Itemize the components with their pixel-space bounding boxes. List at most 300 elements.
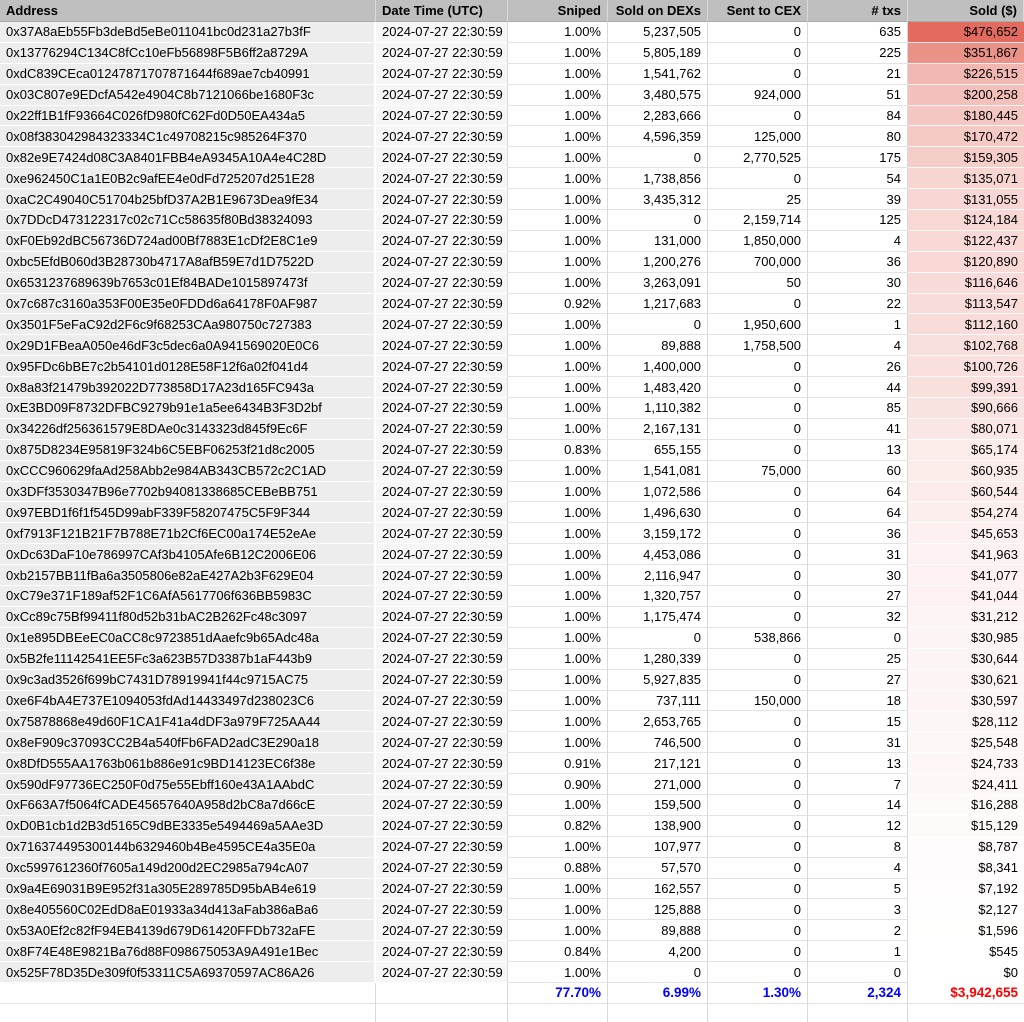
cell-sniped[interactable]: 1.00% — [508, 544, 608, 565]
cell-address[interactable]: 0xf7913F121B21F7B788E71b2Cf6EC00a174E52eAe — [0, 523, 376, 544]
cell-address[interactable]: 0x03C807e9EDcfA542e4904C8b7121066be1680F3c — [0, 85, 376, 106]
cell-sniped[interactable]: 0.88% — [508, 858, 608, 879]
col-header-txs[interactable]: # txs — [808, 0, 908, 22]
cell-address[interactable]: 0xb2157BB11fBa6a3505806e82aE427A2b3F629E04 — [0, 565, 376, 586]
cell-sent-cex[interactable]: 0 — [708, 377, 808, 398]
cell-sent-cex[interactable]: 0 — [708, 565, 808, 586]
cell-sold-usd[interactable]: $16,288 — [908, 795, 1024, 816]
col-header-address[interactable]: Address — [0, 0, 376, 22]
cell-address[interactable]: 0x37A8aEb55Fb3deBd5eBe011041bc0d231a27b3fF — [0, 22, 376, 43]
cell-datetime[interactable]: 2024-07-27 22:30:59 — [376, 523, 508, 544]
total-sold-usd[interactable]: $3,942,655 — [908, 983, 1024, 1004]
cell-datetime[interactable]: 2024-07-27 22:30:59 — [376, 189, 508, 210]
cell-address[interactable]: 0xaC2C49040C51704b25bfD37A2B1E9673Dea9fE34 — [0, 189, 376, 210]
cell-sniped[interactable]: 1.00% — [508, 482, 608, 503]
cell-sold-dex[interactable]: 5,237,505 — [608, 22, 708, 43]
cell-sold-usd[interactable]: $30,621 — [908, 670, 1024, 691]
cell-datetime[interactable]: 2024-07-27 22:30:59 — [376, 294, 508, 315]
cell-sold-dex[interactable]: 0 — [608, 314, 708, 335]
cell-sold-usd[interactable]: $131,055 — [908, 189, 1024, 210]
cell-sent-cex[interactable]: 0 — [708, 837, 808, 858]
cell-sold-usd[interactable]: $116,646 — [908, 273, 1024, 294]
cell-txs[interactable]: 2 — [808, 920, 908, 941]
cell-txs[interactable]: 31 — [808, 544, 908, 565]
cell-txs[interactable]: 64 — [808, 502, 908, 523]
total-txs[interactable]: 2,324 — [808, 983, 908, 1004]
cell-sold-usd[interactable]: $135,071 — [908, 168, 1024, 189]
cell-sold-usd[interactable]: $41,077 — [908, 565, 1024, 586]
cell-address[interactable]: 0x22ff1B1fF93664C026fD980fC62Fd0D50EA434a5 — [0, 106, 376, 127]
cell-sniped[interactable]: 1.00% — [508, 899, 608, 920]
cell-sold-dex[interactable]: 271,000 — [608, 774, 708, 795]
cell-sent-cex[interactable]: 0 — [708, 419, 808, 440]
cell-sold-dex[interactable]: 1,738,856 — [608, 168, 708, 189]
cell-address[interactable]: 0x9a4E69031B9E952f31a305E289785D95bAB4e619 — [0, 879, 376, 900]
cell-sniped[interactable]: 1.00% — [508, 607, 608, 628]
cell-txs[interactable]: 27 — [808, 670, 908, 691]
cell-sent-cex[interactable]: 0 — [708, 774, 808, 795]
cell-sent-cex[interactable]: 0 — [708, 879, 808, 900]
cell-address[interactable]: 0x8a83f21479b392022D773858D17A23d165FC943a — [0, 377, 376, 398]
cell-sold-usd[interactable]: $54,274 — [908, 502, 1024, 523]
cell-sold-usd[interactable]: $60,544 — [908, 482, 1024, 503]
cell-sold-dex[interactable]: 1,483,420 — [608, 377, 708, 398]
cell-sent-cex[interactable]: 0 — [708, 106, 808, 127]
cell-sniped[interactable]: 1.00% — [508, 461, 608, 482]
cell-sold-dex[interactable]: 0 — [608, 962, 708, 983]
cell-txs[interactable]: 175 — [808, 147, 908, 168]
cell-sold-dex[interactable]: 3,480,575 — [608, 85, 708, 106]
empty-cell[interactable] — [508, 1004, 608, 1022]
col-header-sold-usd[interactable]: Sold ($) — [908, 0, 1024, 22]
cell-txs[interactable]: 13 — [808, 753, 908, 774]
cell-txs[interactable]: 51 — [808, 85, 908, 106]
cell-sold-dex[interactable]: 3,263,091 — [608, 273, 708, 294]
cell-sniped[interactable]: 0.90% — [508, 774, 608, 795]
cell-address[interactable]: 0x9c3ad3526f699bC7431D78919941f44c9715AC75 — [0, 670, 376, 691]
cell-sent-cex[interactable]: 0 — [708, 43, 808, 64]
totals-empty-datetime[interactable] — [376, 983, 508, 1004]
cell-datetime[interactable]: 2024-07-27 22:30:59 — [376, 64, 508, 85]
cell-sold-usd[interactable]: $15,129 — [908, 816, 1024, 837]
cell-sold-dex[interactable]: 1,541,762 — [608, 64, 708, 85]
cell-address[interactable]: 0x82e9E7424d08C3A8401FBB4eA9345A10A4e4C28D — [0, 147, 376, 168]
cell-datetime[interactable]: 2024-07-27 22:30:59 — [376, 398, 508, 419]
empty-cell[interactable] — [808, 1004, 908, 1022]
cell-sniped[interactable]: 1.00% — [508, 649, 608, 670]
col-header-sold-dex[interactable]: Sold on DEXs — [608, 0, 708, 22]
cell-txs[interactable]: 44 — [808, 377, 908, 398]
cell-sniped[interactable]: 1.00% — [508, 314, 608, 335]
cell-sent-cex[interactable]: 0 — [708, 962, 808, 983]
cell-sold-dex[interactable]: 746,500 — [608, 732, 708, 753]
cell-txs[interactable]: 1 — [808, 314, 908, 335]
cell-sniped[interactable]: 1.00% — [508, 106, 608, 127]
cell-sold-usd[interactable]: $120,890 — [908, 252, 1024, 273]
cell-sold-usd[interactable]: $41,044 — [908, 586, 1024, 607]
cell-sniped[interactable]: 1.00% — [508, 920, 608, 941]
cell-address[interactable]: 0xdC839CEca01247871707871644f689ae7cb40991 — [0, 64, 376, 85]
cell-txs[interactable]: 13 — [808, 440, 908, 461]
cell-sold-dex[interactable]: 1,200,276 — [608, 252, 708, 273]
cell-sniped[interactable]: 1.00% — [508, 565, 608, 586]
cell-datetime[interactable]: 2024-07-27 22:30:59 — [376, 335, 508, 356]
cell-txs[interactable]: 22 — [808, 294, 908, 315]
cell-txs[interactable]: 64 — [808, 482, 908, 503]
cell-sent-cex[interactable]: 0 — [708, 586, 808, 607]
col-header-sent-cex[interactable]: Sent to CEX — [708, 0, 808, 22]
cell-txs[interactable]: 31 — [808, 732, 908, 753]
cell-datetime[interactable]: 2024-07-27 22:30:59 — [376, 377, 508, 398]
cell-sold-dex[interactable]: 89,888 — [608, 335, 708, 356]
cell-sold-usd[interactable]: $476,652 — [908, 22, 1024, 43]
cell-address[interactable]: 0x13776294C134C8fCc10eFb56898F5B6ff2a8729A — [0, 43, 376, 64]
cell-sent-cex[interactable]: 0 — [708, 168, 808, 189]
cell-txs[interactable]: 14 — [808, 795, 908, 816]
empty-cell[interactable] — [708, 1004, 808, 1022]
cell-sold-usd[interactable]: $45,653 — [908, 523, 1024, 544]
cell-txs[interactable]: 4 — [808, 231, 908, 252]
cell-sent-cex[interactable]: 1,758,500 — [708, 335, 808, 356]
cell-sent-cex[interactable]: 0 — [708, 22, 808, 43]
cell-txs[interactable]: 635 — [808, 22, 908, 43]
cell-datetime[interactable]: 2024-07-27 22:30:59 — [376, 126, 508, 147]
cell-sent-cex[interactable]: 0 — [708, 732, 808, 753]
cell-sold-dex[interactable]: 2,167,131 — [608, 419, 708, 440]
empty-cell-datetime[interactable] — [376, 1004, 508, 1022]
cell-sold-dex[interactable]: 1,320,757 — [608, 586, 708, 607]
cell-sniped[interactable]: 1.00% — [508, 523, 608, 544]
cell-sold-usd[interactable]: $31,212 — [908, 607, 1024, 628]
cell-sold-usd[interactable]: $90,666 — [908, 398, 1024, 419]
cell-sold-dex[interactable]: 162,557 — [608, 879, 708, 900]
cell-txs[interactable]: 85 — [808, 398, 908, 419]
cell-sold-usd[interactable]: $8,341 — [908, 858, 1024, 879]
cell-sold-dex[interactable]: 2,283,666 — [608, 106, 708, 127]
cell-txs[interactable]: 54 — [808, 168, 908, 189]
cell-sent-cex[interactable]: 1,850,000 — [708, 231, 808, 252]
cell-sold-usd[interactable]: $30,597 — [908, 691, 1024, 712]
cell-address[interactable]: 0x3DFf3530347B96e7702b94081338685CEBeBB751 — [0, 482, 376, 503]
cell-txs[interactable]: 84 — [808, 106, 908, 127]
cell-datetime[interactable]: 2024-07-27 22:30:59 — [376, 22, 508, 43]
cell-sent-cex[interactable]: 0 — [708, 649, 808, 670]
cell-sold-dex[interactable]: 2,653,765 — [608, 711, 708, 732]
cell-address[interactable]: 0x5B2fe11142541EE5Fc3a623B57D3387b1aF443b9 — [0, 649, 376, 670]
cell-txs[interactable]: 7 — [808, 774, 908, 795]
cell-sent-cex[interactable]: 0 — [708, 398, 808, 419]
cell-address[interactable]: 0x95FDc6bBE7c2b54101d0128E58F12f6a02f041d4 — [0, 356, 376, 377]
cell-txs[interactable]: 8 — [808, 837, 908, 858]
cell-sniped[interactable]: 1.00% — [508, 356, 608, 377]
cell-txs[interactable]: 32 — [808, 607, 908, 628]
cell-address[interactable]: 0xc5997612360f7605a149d200d2EC2985a794cA07 — [0, 858, 376, 879]
cell-txs[interactable]: 36 — [808, 252, 908, 273]
cell-sold-usd[interactable]: $351,867 — [908, 43, 1024, 64]
cell-address[interactable]: 0x08f383042984323334C1c49708215c985264F370 — [0, 126, 376, 147]
cell-sold-dex[interactable]: 1,496,630 — [608, 502, 708, 523]
cell-datetime[interactable]: 2024-07-27 22:30:59 — [376, 774, 508, 795]
cell-sent-cex[interactable]: 0 — [708, 544, 808, 565]
cell-sent-cex[interactable]: 1,950,600 — [708, 314, 808, 335]
cell-sniped[interactable]: 1.00% — [508, 691, 608, 712]
cell-address[interactable]: 0x97EBD1f6f1f545D99abF339F58207475C5F9F344 — [0, 502, 376, 523]
cell-sold-usd[interactable]: $545 — [908, 941, 1024, 962]
cell-sent-cex[interactable]: 0 — [708, 920, 808, 941]
cell-datetime[interactable]: 2024-07-27 22:30:59 — [376, 502, 508, 523]
cell-sniped[interactable]: 1.00% — [508, 147, 608, 168]
cell-txs[interactable]: 80 — [808, 126, 908, 147]
cell-datetime[interactable]: 2024-07-27 22:30:59 — [376, 210, 508, 231]
cell-datetime[interactable]: 2024-07-27 22:30:59 — [376, 649, 508, 670]
empty-cell[interactable] — [608, 1004, 708, 1022]
cell-sniped[interactable]: 1.00% — [508, 502, 608, 523]
cell-txs[interactable]: 30 — [808, 273, 908, 294]
cell-address[interactable]: 0xe962450C1a1E0B2c9afEE4e0dFd725207d251E28 — [0, 168, 376, 189]
cell-address[interactable]: 0x716374495300144b6329460b4Be4595CE4a35E0a — [0, 837, 376, 858]
cell-sniped[interactable]: 0.92% — [508, 294, 608, 315]
cell-address[interactable]: 0x7DDcD473122317c02c71Cc58635f80Bd38324093 — [0, 210, 376, 231]
totals-empty-address[interactable] — [0, 983, 376, 1004]
cell-address[interactable]: 0x8DfD555AA1763b061b886e91c9BD14123EC6f38e — [0, 753, 376, 774]
cell-datetime[interactable]: 2024-07-27 22:30:59 — [376, 899, 508, 920]
cell-address[interactable]: 0x6531237689639b7653c01Ef84BADe1015897473f — [0, 273, 376, 294]
cell-txs[interactable]: 3 — [808, 899, 908, 920]
cell-sold-usd[interactable]: $100,726 — [908, 356, 1024, 377]
cell-address[interactable]: 0xF663A7f5064fCADE45657640A958d2bC8a7d66cE — [0, 795, 376, 816]
cell-datetime[interactable]: 2024-07-27 22:30:59 — [376, 753, 508, 774]
cell-sold-dex[interactable]: 1,217,683 — [608, 294, 708, 315]
cell-datetime[interactable]: 2024-07-27 22:30:59 — [376, 691, 508, 712]
cell-datetime[interactable]: 2024-07-27 22:30:59 — [376, 252, 508, 273]
cell-sent-cex[interactable]: 0 — [708, 670, 808, 691]
cell-datetime[interactable]: 2024-07-27 22:30:59 — [376, 920, 508, 941]
cell-sold-dex[interactable]: 125,888 — [608, 899, 708, 920]
cell-sent-cex[interactable]: 0 — [708, 941, 808, 962]
cell-sniped[interactable]: 0.83% — [508, 440, 608, 461]
cell-sniped[interactable]: 1.00% — [508, 43, 608, 64]
cell-address[interactable]: 0x34226df256361579E8DAe0c3143323d845f9Ec6F — [0, 419, 376, 440]
cell-sold-dex[interactable]: 2,116,947 — [608, 565, 708, 586]
cell-sent-cex[interactable]: 0 — [708, 356, 808, 377]
cell-sniped[interactable]: 1.00% — [508, 711, 608, 732]
cell-sent-cex[interactable]: 2,770,525 — [708, 147, 808, 168]
cell-txs[interactable]: 60 — [808, 461, 908, 482]
cell-sold-dex[interactable]: 107,977 — [608, 837, 708, 858]
cell-sold-dex[interactable]: 89,888 — [608, 920, 708, 941]
cell-datetime[interactable]: 2024-07-27 22:30:59 — [376, 43, 508, 64]
cell-txs[interactable]: 0 — [808, 628, 908, 649]
cell-sent-cex[interactable]: 0 — [708, 858, 808, 879]
cell-sold-usd[interactable]: $122,437 — [908, 231, 1024, 252]
cell-sold-usd[interactable]: $25,548 — [908, 732, 1024, 753]
cell-sniped[interactable]: 1.00% — [508, 586, 608, 607]
cell-sniped[interactable]: 1.00% — [508, 252, 608, 273]
cell-sold-dex[interactable]: 0 — [608, 628, 708, 649]
cell-sniped[interactable]: 1.00% — [508, 64, 608, 85]
cell-sold-dex[interactable]: 1,280,339 — [608, 649, 708, 670]
cell-sold-dex[interactable]: 138,900 — [608, 816, 708, 837]
cell-sniped[interactable]: 1.00% — [508, 419, 608, 440]
cell-address[interactable]: 0x525F78D35De309f0f53311C5A69370597AC86A26 — [0, 962, 376, 983]
cell-sent-cex[interactable]: 0 — [708, 753, 808, 774]
cell-sniped[interactable]: 1.00% — [508, 273, 608, 294]
cell-address[interactable]: 0xCc89c75Bf99411f80d52b31bAC2B262Fc48c3097 — [0, 607, 376, 628]
cell-sold-dex[interactable]: 4,596,359 — [608, 126, 708, 147]
cell-sold-usd[interactable]: $28,112 — [908, 711, 1024, 732]
cell-txs[interactable]: 36 — [808, 523, 908, 544]
cell-txs[interactable]: 0 — [808, 962, 908, 983]
cell-sniped[interactable]: 1.00% — [508, 85, 608, 106]
cell-datetime[interactable]: 2024-07-27 22:30:59 — [376, 565, 508, 586]
cell-address[interactable]: 0xF0Eb92dBC56736D724ad00Bf7883E1cDf2E8C1e9 — [0, 231, 376, 252]
cell-sold-dex[interactable]: 217,121 — [608, 753, 708, 774]
cell-sniped[interactable]: 0.82% — [508, 816, 608, 837]
cell-sold-usd[interactable]: $0 — [908, 962, 1024, 983]
cell-datetime[interactable]: 2024-07-27 22:30:59 — [376, 461, 508, 482]
cell-sent-cex[interactable]: 924,000 — [708, 85, 808, 106]
cell-sold-usd[interactable]: $30,985 — [908, 628, 1024, 649]
cell-sniped[interactable]: 1.00% — [508, 126, 608, 147]
cell-sniped[interactable]: 1.00% — [508, 231, 608, 252]
total-sold-dex-pct[interactable]: 6.99% — [608, 983, 708, 1004]
cell-sold-usd[interactable]: $170,472 — [908, 126, 1024, 147]
cell-sent-cex[interactable]: 50 — [708, 273, 808, 294]
cell-datetime[interactable]: 2024-07-27 22:30:59 — [376, 607, 508, 628]
cell-sold-usd[interactable]: $8,787 — [908, 837, 1024, 858]
cell-datetime[interactable]: 2024-07-27 22:30:59 — [376, 356, 508, 377]
cell-txs[interactable]: 225 — [808, 43, 908, 64]
cell-sold-dex[interactable]: 5,805,189 — [608, 43, 708, 64]
cell-sold-dex[interactable]: 57,570 — [608, 858, 708, 879]
cell-sold-dex[interactable]: 4,453,086 — [608, 544, 708, 565]
cell-txs[interactable]: 4 — [808, 858, 908, 879]
cell-sniped[interactable]: 0.84% — [508, 941, 608, 962]
cell-txs[interactable]: 39 — [808, 189, 908, 210]
cell-address[interactable]: 0xe6F4bA4E737E1094053fdAd14433497d238023C6 — [0, 691, 376, 712]
cell-sniped[interactable]: 1.00% — [508, 210, 608, 231]
cell-address[interactable]: 0xE3BD09F8732DFBC9279b91e1a5ee6434B3F3D2bf — [0, 398, 376, 419]
cell-sent-cex[interactable]: 0 — [708, 294, 808, 315]
cell-address[interactable]: 0x75878868e49d60F1CA1F41a4dDF3a979F725AA44 — [0, 711, 376, 732]
cell-sold-usd[interactable]: $124,184 — [908, 210, 1024, 231]
cell-address[interactable]: 0x7c687c3160a353F00E35e0FDDd6a64178F0AF987 — [0, 294, 376, 315]
cell-txs[interactable]: 41 — [808, 419, 908, 440]
cell-datetime[interactable]: 2024-07-27 22:30:59 — [376, 711, 508, 732]
col-header-sniped[interactable]: Sniped — [508, 0, 608, 22]
cell-sold-usd[interactable]: $2,127 — [908, 899, 1024, 920]
cell-sold-dex[interactable]: 1,400,000 — [608, 356, 708, 377]
cell-address[interactable]: 0x590dF97736EC250F0d75e55Ebff160e43A1AAbdC — [0, 774, 376, 795]
cell-sent-cex[interactable]: 2,159,714 — [708, 210, 808, 231]
cell-txs[interactable]: 125 — [808, 210, 908, 231]
cell-sold-usd[interactable]: $226,515 — [908, 64, 1024, 85]
cell-sent-cex[interactable]: 0 — [708, 607, 808, 628]
cell-sold-dex[interactable]: 737,111 — [608, 691, 708, 712]
cell-sent-cex[interactable]: 0 — [708, 482, 808, 503]
cell-address[interactable]: 0x1e895DBEeEC0aCC8c9723851dAaefc9b65Adc48a — [0, 628, 376, 649]
total-sent-cex-pct[interactable]: 1.30% — [708, 983, 808, 1004]
cell-txs[interactable]: 1 — [808, 941, 908, 962]
cell-sold-usd[interactable]: $159,305 — [908, 147, 1024, 168]
cell-datetime[interactable]: 2024-07-27 22:30:59 — [376, 419, 508, 440]
cell-sniped[interactable]: 1.00% — [508, 398, 608, 419]
cell-datetime[interactable]: 2024-07-27 22:30:59 — [376, 962, 508, 983]
cell-sent-cex[interactable]: 0 — [708, 711, 808, 732]
cell-datetime[interactable]: 2024-07-27 22:30:59 — [376, 941, 508, 962]
cell-datetime[interactable]: 2024-07-27 22:30:59 — [376, 837, 508, 858]
cell-datetime[interactable]: 2024-07-27 22:30:59 — [376, 544, 508, 565]
cell-sent-cex[interactable]: 0 — [708, 440, 808, 461]
cell-address[interactable]: 0x8eF909c37093CC2B4a540fFb6FAD2adC3E290a18 — [0, 732, 376, 753]
cell-sold-usd[interactable]: $41,963 — [908, 544, 1024, 565]
cell-sent-cex[interactable]: 0 — [708, 64, 808, 85]
cell-sent-cex[interactable]: 700,000 — [708, 252, 808, 273]
cell-txs[interactable]: 15 — [808, 711, 908, 732]
cell-sold-dex[interactable]: 1,110,382 — [608, 398, 708, 419]
cell-sniped[interactable]: 0.91% — [508, 753, 608, 774]
cell-address[interactable]: 0x8F74E48E9821Ba76d88F098675053A9A491e1Bec — [0, 941, 376, 962]
cell-address[interactable]: 0x875D8234E95819F324b6C5EBF06253f21d8c2005 — [0, 440, 376, 461]
cell-datetime[interactable]: 2024-07-27 22:30:59 — [376, 85, 508, 106]
cell-sold-usd[interactable]: $60,935 — [908, 461, 1024, 482]
cell-txs[interactable]: 12 — [808, 816, 908, 837]
cell-sniped[interactable]: 1.00% — [508, 335, 608, 356]
cell-sniped[interactable]: 1.00% — [508, 168, 608, 189]
cell-datetime[interactable]: 2024-07-27 22:30:59 — [376, 816, 508, 837]
cell-address[interactable]: 0xC79e371F189af52F1C6AfA5617706f636BB5983C — [0, 586, 376, 607]
cell-address[interactable]: 0xCCC960629faAd258Abb2e984AB343CB572c2C1AD — [0, 461, 376, 482]
cell-sold-dex[interactable]: 655,155 — [608, 440, 708, 461]
cell-sniped[interactable]: 1.00% — [508, 628, 608, 649]
cell-sold-dex[interactable]: 5,927,835 — [608, 670, 708, 691]
cell-sold-dex[interactable]: 0 — [608, 147, 708, 168]
cell-sold-dex[interactable]: 1,175,474 — [608, 607, 708, 628]
cell-address[interactable]: 0xbc5EfdB060d3B28730b4717A8afB59E7d1D7522D — [0, 252, 376, 273]
cell-sold-dex[interactable]: 1,541,081 — [608, 461, 708, 482]
empty-cell[interactable] — [908, 1004, 1024, 1022]
cell-datetime[interactable]: 2024-07-27 22:30:59 — [376, 732, 508, 753]
cell-address[interactable]: 0x8e405560C02EdD8aE01933a34d413aFab386aBa6 — [0, 899, 376, 920]
cell-datetime[interactable]: 2024-07-27 22:30:59 — [376, 482, 508, 503]
cell-sold-usd[interactable]: $30,644 — [908, 649, 1024, 670]
cell-sold-dex[interactable]: 4,200 — [608, 941, 708, 962]
cell-sold-usd[interactable]: $99,391 — [908, 377, 1024, 398]
cell-address[interactable]: 0xDc63DaF10e786997CAf3b4105Afe6B12C2006E06 — [0, 544, 376, 565]
cell-address[interactable]: 0x3501F5eFaC92d2F6c9f68253CAa980750c727383 — [0, 314, 376, 335]
cell-sniped[interactable]: 1.00% — [508, 837, 608, 858]
cell-datetime[interactable]: 2024-07-27 22:30:59 — [376, 879, 508, 900]
cell-sold-dex[interactable]: 1,072,586 — [608, 482, 708, 503]
cell-sniped[interactable]: 1.00% — [508, 962, 608, 983]
cell-sold-usd[interactable]: $102,768 — [908, 335, 1024, 356]
cell-sent-cex[interactable]: 0 — [708, 795, 808, 816]
cell-sold-dex[interactable]: 3,435,312 — [608, 189, 708, 210]
cell-datetime[interactable]: 2024-07-27 22:30:59 — [376, 314, 508, 335]
cell-sold-dex[interactable]: 131,000 — [608, 231, 708, 252]
cell-datetime[interactable]: 2024-07-27 22:30:59 — [376, 147, 508, 168]
cell-sent-cex[interactable]: 125,000 — [708, 126, 808, 147]
cell-txs[interactable]: 4 — [808, 335, 908, 356]
cell-sold-usd[interactable]: $1,596 — [908, 920, 1024, 941]
cell-address[interactable]: 0xD0B1cb1d2B3d5165C9dBE3335e5494469a5AAe3D — [0, 816, 376, 837]
cell-sold-usd[interactable]: $200,258 — [908, 85, 1024, 106]
cell-sniped[interactable]: 1.00% — [508, 795, 608, 816]
cell-sold-usd[interactable]: $7,192 — [908, 879, 1024, 900]
cell-sold-dex[interactable]: 0 — [608, 210, 708, 231]
cell-datetime[interactable]: 2024-07-27 22:30:59 — [376, 795, 508, 816]
cell-datetime[interactable]: 2024-07-27 22:30:59 — [376, 670, 508, 691]
